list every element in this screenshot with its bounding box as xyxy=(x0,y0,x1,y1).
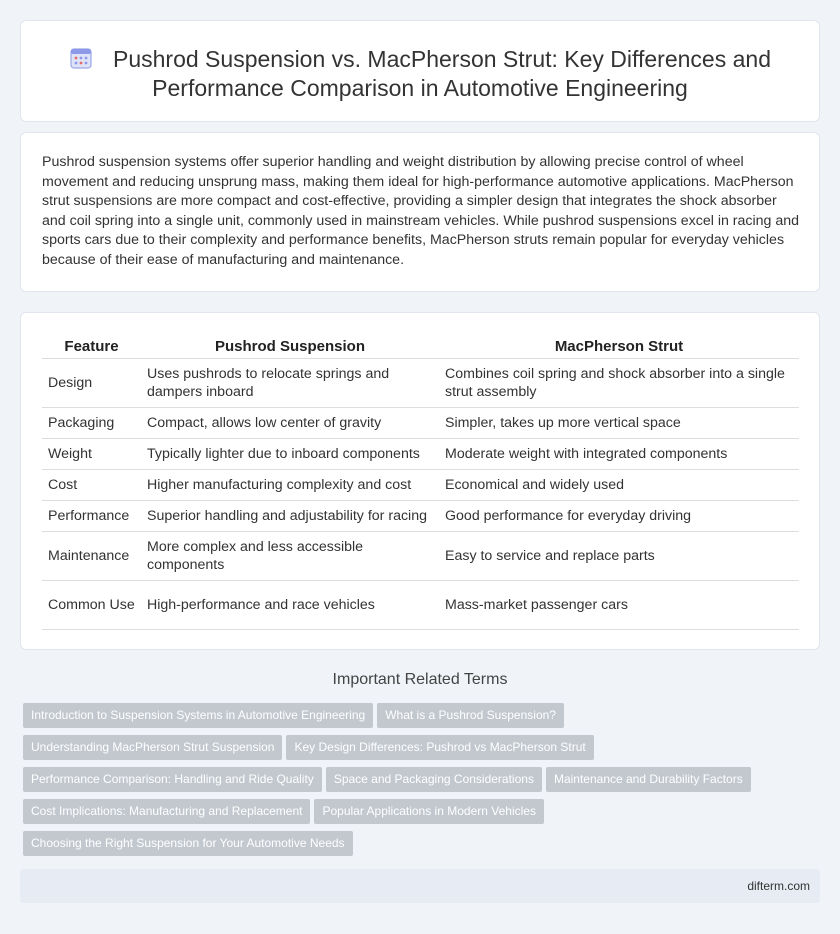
row-feature: Packaging xyxy=(42,407,141,438)
table-row xyxy=(42,438,799,469)
row-macpherson: Moderate weight with integrated components xyxy=(439,438,799,469)
row-feature: Cost xyxy=(42,469,141,500)
related-term-tag[interactable]: What is a Pushrod Suspension? xyxy=(377,703,564,728)
table-row xyxy=(42,531,799,580)
row-feature: Common Use xyxy=(42,580,141,629)
row-pushrod: High-performance and race vehicles xyxy=(141,580,439,629)
row-feature: Weight xyxy=(42,438,141,469)
table-row xyxy=(42,407,799,438)
row-macpherson: Economical and widely used xyxy=(439,469,799,500)
row-macpherson: Simpler, takes up more vertical space xyxy=(439,407,799,438)
tag-row xyxy=(23,799,823,831)
related-term-tag[interactable]: Understanding MacPherson Strut Suspension xyxy=(23,735,282,760)
related-term-tag[interactable]: Introduction to Suspension Systems in Automotive Engineering xyxy=(23,703,373,728)
row-pushrod: Higher manufacturing complexity and cost xyxy=(141,469,439,500)
row-pushrod: Typically lighter due to inboard components xyxy=(141,438,439,469)
intro-card xyxy=(20,132,820,292)
table-row xyxy=(42,469,799,500)
page-title xyxy=(21,45,819,103)
comparison-card xyxy=(20,312,820,650)
tag-row xyxy=(23,767,823,799)
related-term-tag[interactable]: Key Design Differences: Pushrod vs MacPherson Strut xyxy=(286,735,593,760)
row-macpherson: Mass-market passenger cars xyxy=(439,580,799,629)
row-macpherson: Good performance for everyday driving xyxy=(439,500,799,531)
row-feature: Design xyxy=(42,358,141,407)
title-wrap xyxy=(21,45,819,103)
page-title-text: Pushrod Suspension vs. MacPherson Strut: Key Differences and Performance Comparison in Automotive Engineering xyxy=(113,46,771,101)
related-term-tag[interactable]: Choosing the Right Suspension for Your Automotive Needs xyxy=(23,831,353,856)
footer xyxy=(20,869,820,903)
header-macpherson: MacPherson Strut xyxy=(439,334,799,358)
tag-row xyxy=(23,831,823,863)
related-term-tag[interactable]: Popular Applications in Modern Vehicles xyxy=(314,799,543,824)
footer-site-link[interactable]: difterm.com xyxy=(747,879,810,893)
row-feature: Maintenance xyxy=(42,531,141,580)
row-pushrod: Compact, allows low center of gravity xyxy=(141,407,439,438)
related-term-tag[interactable]: Maintenance and Durability Factors xyxy=(546,767,751,792)
row-feature: Performance xyxy=(42,500,141,531)
row-macpherson: Easy to service and replace parts xyxy=(439,531,799,580)
row-pushrod: Uses pushrods to relocate springs and dampers inboard xyxy=(141,358,439,407)
comparison-table xyxy=(42,334,799,630)
tag-row xyxy=(23,703,823,735)
header-feature: Feature xyxy=(42,334,141,358)
row-pushrod: Superior handling and adjustability for racing xyxy=(141,500,439,531)
header-pushrod: Pushrod Suspension xyxy=(141,334,439,358)
related-term-tag[interactable]: Space and Packaging Considerations xyxy=(326,767,542,792)
table-row xyxy=(42,500,799,531)
table-row xyxy=(42,358,799,407)
related-terms-list xyxy=(23,703,823,863)
related-terms-heading: Important Related Terms xyxy=(332,671,508,688)
related-term-tag[interactable]: Cost Implications: Manufacturing and Replacement xyxy=(23,799,310,824)
tag-row xyxy=(23,735,823,767)
table-header-row xyxy=(42,334,799,358)
table-row xyxy=(42,580,799,629)
intro-paragraph: Pushrod suspension systems offer superior handling and weight distribution by allowing precise control of wheel movement and reducing unsprung mass, making them ideal for high-performance automotive applications. MacPherson strut suspensions are more compact and cost-effective, providing a simpler design that integrates the shock absorber and coil spring into a single unit, commonly used in mainstream vehicles. While pushrod suspensions excel in racing and sports cars due to their complexity and performance benefits, MacPherson struts remain popular for everyday vehicles because of their ease of manufacturing and maintenance. xyxy=(42,154,800,268)
title-card xyxy=(20,20,820,122)
calendar-grid-icon xyxy=(69,46,93,70)
related-term-tag[interactable]: Performance Comparison: Handling and Ride Quality xyxy=(23,767,322,792)
row-pushrod: More complex and less accessible components xyxy=(141,531,439,580)
row-macpherson: Combines coil spring and shock absorber into a single strut assembly xyxy=(439,358,799,407)
